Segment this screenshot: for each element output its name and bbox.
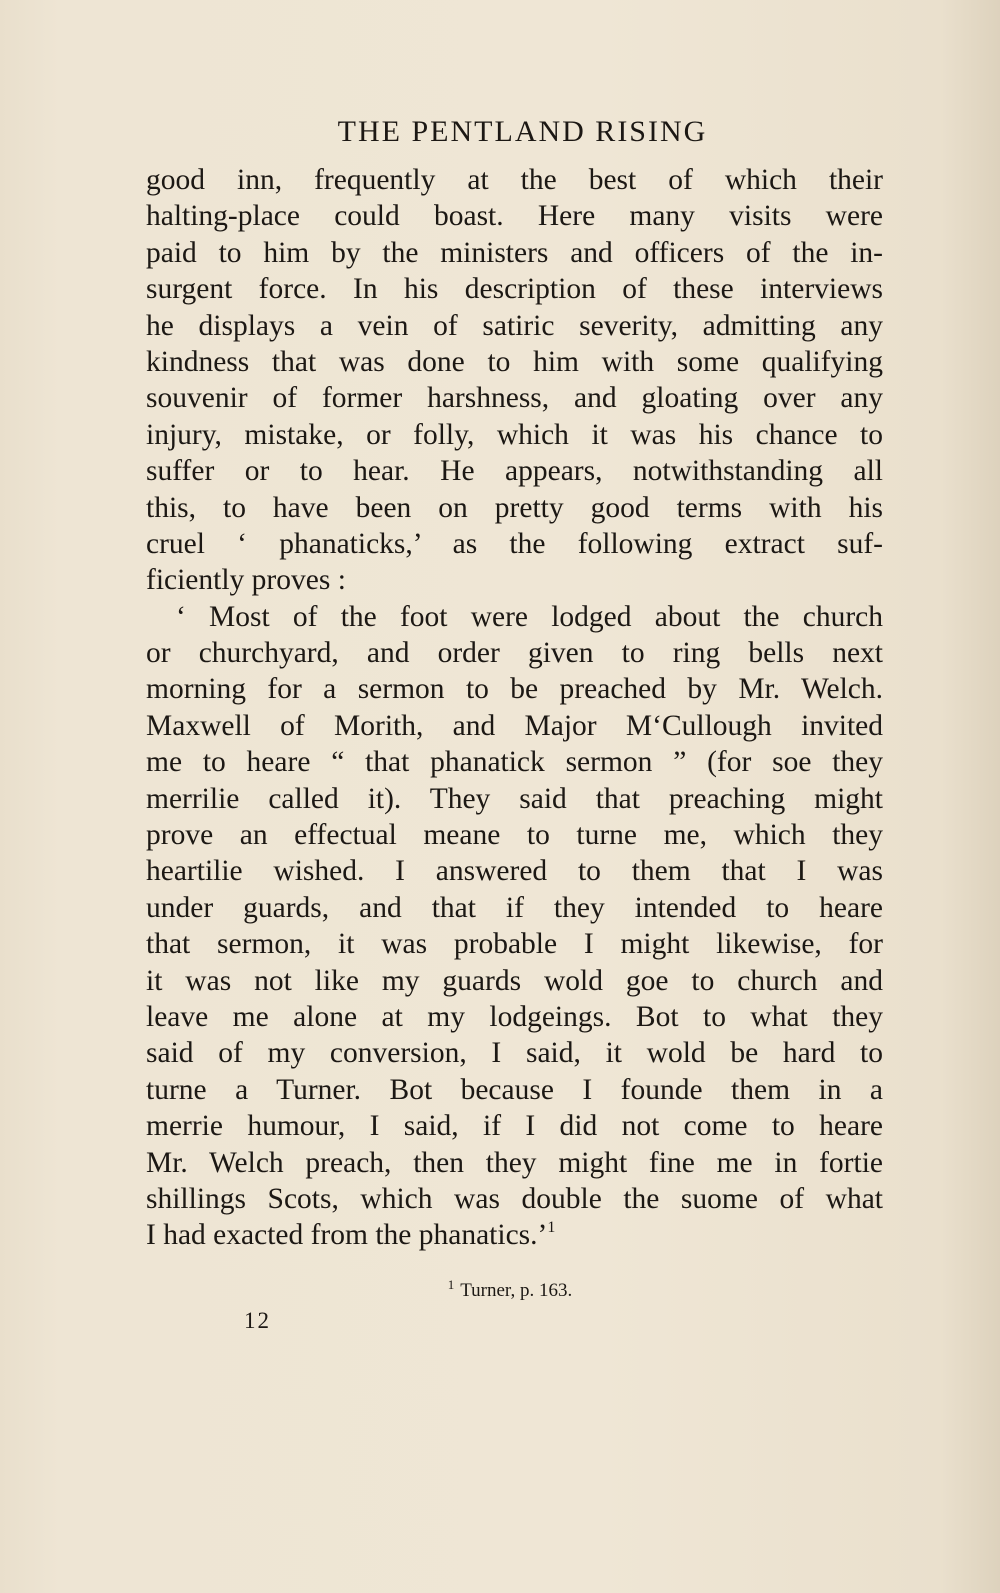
text-line: shillings Scots, which was double the suome of what <box>146 1182 883 1215</box>
text-line: turne a Turner. Bot because I founde them in a <box>146 1073 883 1106</box>
text-line: it was not like my guards wold goe to church and <box>146 964 883 997</box>
footnote-marker: 1 <box>447 1277 455 1292</box>
text-line: under guards, and that if they intended to heare <box>146 891 883 924</box>
body-text <box>146 162 883 1254</box>
text-line: Mr. Welch preach, then they might fine me in fortie <box>146 1146 883 1179</box>
paragraph-1 <box>146 162 883 599</box>
text-line: ‘ Most of the foot were lodged about the church <box>176 600 883 633</box>
text-line: or churchyard, and order given to ring bells next <box>146 637 883 670</box>
footnote <box>0 1272 1000 1304</box>
text-line: good inn, frequently at the best of which their <box>146 164 883 196</box>
text-line: prove an effectual meane to turne me, which they <box>146 819 883 852</box>
text-line: souvenir of former harshness, and gloating over any <box>146 382 883 415</box>
text-line: paid to him by the ministers and officers of the in- <box>146 236 883 269</box>
text-line: merrilie called it). They said that preaching might <box>146 782 883 815</box>
paragraph-2-quotation <box>146 599 883 1254</box>
text-line: leave me alone at my lodgeings. Bot to what they <box>146 1000 883 1033</box>
text-line: that sermon, it was probable I might likewise, for <box>146 928 883 961</box>
running-title: THE PENTLAND RISING <box>337 115 708 148</box>
text-line: said of my conversion, I said, it wold be hard to <box>146 1037 883 1070</box>
footnote-text: Turner, p. 163. <box>460 1280 573 1301</box>
text-line: morning for a sermon to be preached by Mr. Welch. <box>146 673 883 706</box>
text-line: merrie humour, I said, if I did not come to heare <box>146 1110 883 1143</box>
text-line: kindness that was done to him with some qualifying <box>146 345 883 378</box>
text-line: Maxwell of Morith, and Major M‘Cullough invited <box>146 709 883 742</box>
footnote-reference: 1 <box>547 1219 556 1237</box>
text-line: injury, mistake, or folly, which it was his chance to <box>146 418 883 451</box>
text-line: heartilie wished. I answered to them that I was <box>146 855 883 888</box>
page-number: 12 <box>244 1308 271 1333</box>
text-line: me to heare “ that phanatick sermon ” (for soe they <box>146 746 883 779</box>
text-line: surgent force. In his description of these interviews <box>146 273 883 306</box>
text-line: halting-place could boast. Here many visits were <box>146 200 883 233</box>
text-line: ficiently proves : <box>146 564 346 597</box>
text-line: he displays a vein of satiric severity, admitting any <box>146 309 883 342</box>
text-line: cruel ‘ phanaticks,’ as the following extract suf- <box>146 527 883 560</box>
text-line-with-footnote <box>146 1217 883 1253</box>
text-line: I had exacted from the phanatics.’ <box>146 1219 548 1252</box>
text-line: this, to have been on pretty good terms with his <box>146 491 883 524</box>
text-line: suffer or to hear. He appears, notwithstanding all <box>146 455 883 488</box>
